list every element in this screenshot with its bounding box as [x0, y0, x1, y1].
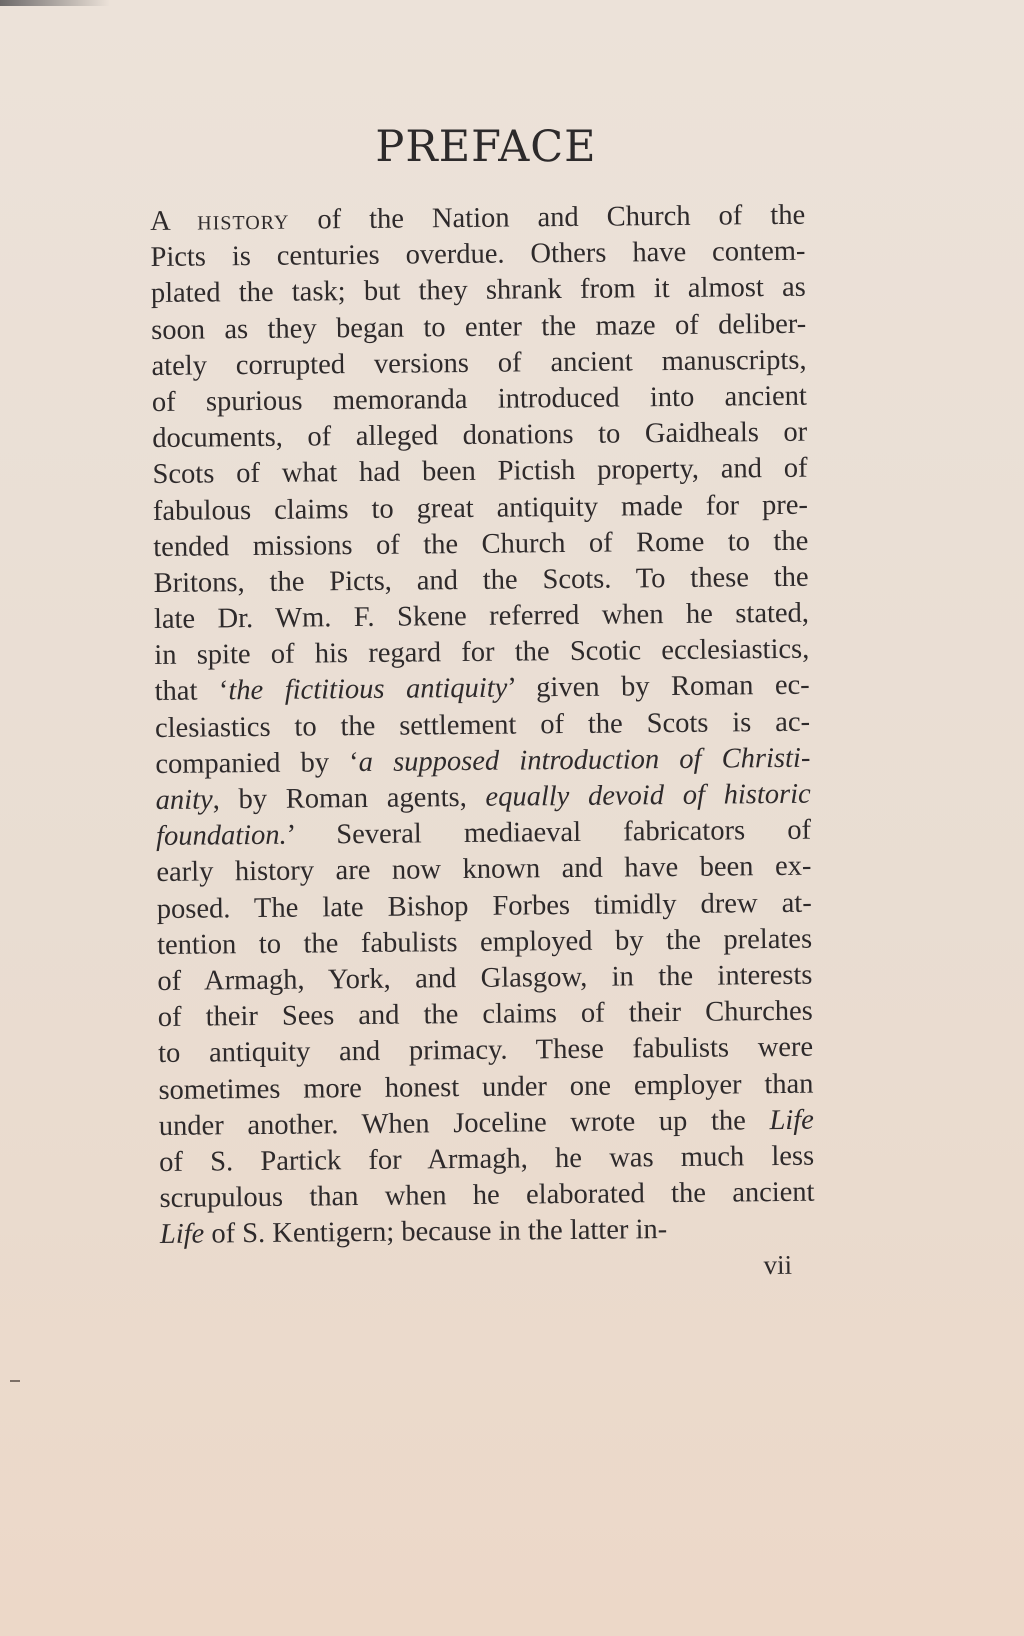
text-line — [153, 487, 808, 529]
text-segment: A — [150, 205, 198, 237]
text-line — [150, 198, 805, 240]
text-segment: fabulous claims to great antiquity made for pre- — [152, 489, 809, 527]
text-segment: documents, of alleged donations to Gaidheals or — [152, 416, 808, 455]
margin-mark — [10, 1380, 20, 1382]
italic-text-segment: Life — [769, 1104, 814, 1136]
text-segment: to antiquity and primacy. These fabulists were — [158, 1031, 814, 1070]
text-segment: of S. Kentigern; because in the latter in- — [204, 1214, 668, 1250]
text-segment: that ‘ — [154, 675, 229, 708]
text-line — [157, 921, 812, 963]
text-line — [156, 849, 811, 891]
text-segment: Picts is centuries overdue. Others have contem- — [150, 235, 806, 274]
text-segment: , by Roman agents, — [212, 781, 486, 816]
text-segment: under another. When Joceline wrote up the — [158, 1104, 770, 1142]
page-title: PREFACE — [375, 122, 597, 172]
text-segment: companied by ‘ — [155, 746, 359, 780]
text-segment: late Dr. Wm. F. Skene referred when he stated, — [153, 597, 810, 636]
text-line — [155, 668, 810, 710]
text-line — [159, 1102, 814, 1144]
text-segment: tended missions of the Church of Rome to the — [153, 525, 809, 563]
text-segment: ately corrupted versions of ancient manuscripts, — [151, 344, 807, 382]
text-line — [153, 523, 808, 565]
text-line — [151, 306, 806, 348]
text-line — [159, 1175, 814, 1217]
text-line — [158, 1030, 813, 1072]
text-segment: sometimes more honest under one employer than — [158, 1068, 814, 1106]
text-segment: clesiastics to the settlement of the Scots is ac- — [154, 706, 811, 744]
text-line — [150, 234, 805, 276]
text-line — [155, 741, 810, 783]
text-line — [156, 777, 811, 819]
text-line — [154, 596, 809, 638]
text-segment: scrupulous than when he elaborated the ancient — [159, 1176, 815, 1215]
text-segment: of spurious memoranda introduced into ancient — [151, 380, 808, 418]
text-segment: of Armagh, York, and Glasgow, in the interests — [157, 959, 813, 997]
text-line — [152, 415, 807, 457]
text-segment: plated the task; but they shrank from it almost as — [150, 272, 806, 310]
text-line — [151, 270, 806, 312]
text-line — [154, 632, 809, 674]
text-line — [152, 451, 807, 493]
text-segment: posed. The late Bishop Forbes timidly drew at- — [156, 887, 812, 925]
italic-text-segment: anity — [155, 784, 213, 816]
italic-text-segment: a supposed introduction of Christi- — [358, 742, 811, 778]
text-line — [156, 813, 811, 855]
text-line — [153, 560, 808, 602]
text-segment: Scots of what had been Pictish property, and of — [152, 453, 808, 491]
italic-text-segment: equally devoid of historic — [485, 778, 811, 813]
text-line — [159, 1139, 814, 1181]
text-segment: in spite of his regard for the Scotic ecclesiastics, — [154, 633, 810, 672]
text-line — [155, 704, 810, 746]
text-segment: of S. Partick for Armagh, he was much less — [159, 1140, 815, 1178]
text-segment: early history are now known and have been ex- — [156, 851, 812, 889]
text-line — [157, 958, 812, 1000]
italic-text-segment: foundation. — [155, 819, 287, 853]
italic-text-segment: the fictitious antiquity — [228, 673, 508, 707]
text-segment: ’ given by Roman ec- — [507, 670, 810, 705]
text-line — [151, 342, 806, 384]
preface-body-text — [150, 198, 815, 1254]
page-edge-shadow — [0, 0, 110, 6]
text-segment: of their Sees and the claims of their Churches — [157, 995, 813, 1034]
text-segment: tention to the fabulists employed by the prelates — [156, 923, 813, 961]
text-line — [158, 1066, 813, 1108]
text-segment: Britons, the Picts, and the Scots. To these the — [153, 561, 809, 599]
text-segment: of the Nation and Church of the — [289, 199, 806, 236]
text-line — [157, 885, 812, 927]
italic-text-segment: Life — [159, 1218, 205, 1251]
text-line — [160, 1211, 815, 1253]
page-number: vii — [763, 1249, 793, 1281]
text-line — [158, 994, 813, 1036]
text-segment: ’ Several mediaeval fabricators of — [286, 814, 812, 851]
text-segment: soon as they began to enter the maze of deliber- — [151, 308, 807, 346]
text-line — [152, 379, 807, 421]
small-caps-text-segment: history — [197, 204, 290, 237]
